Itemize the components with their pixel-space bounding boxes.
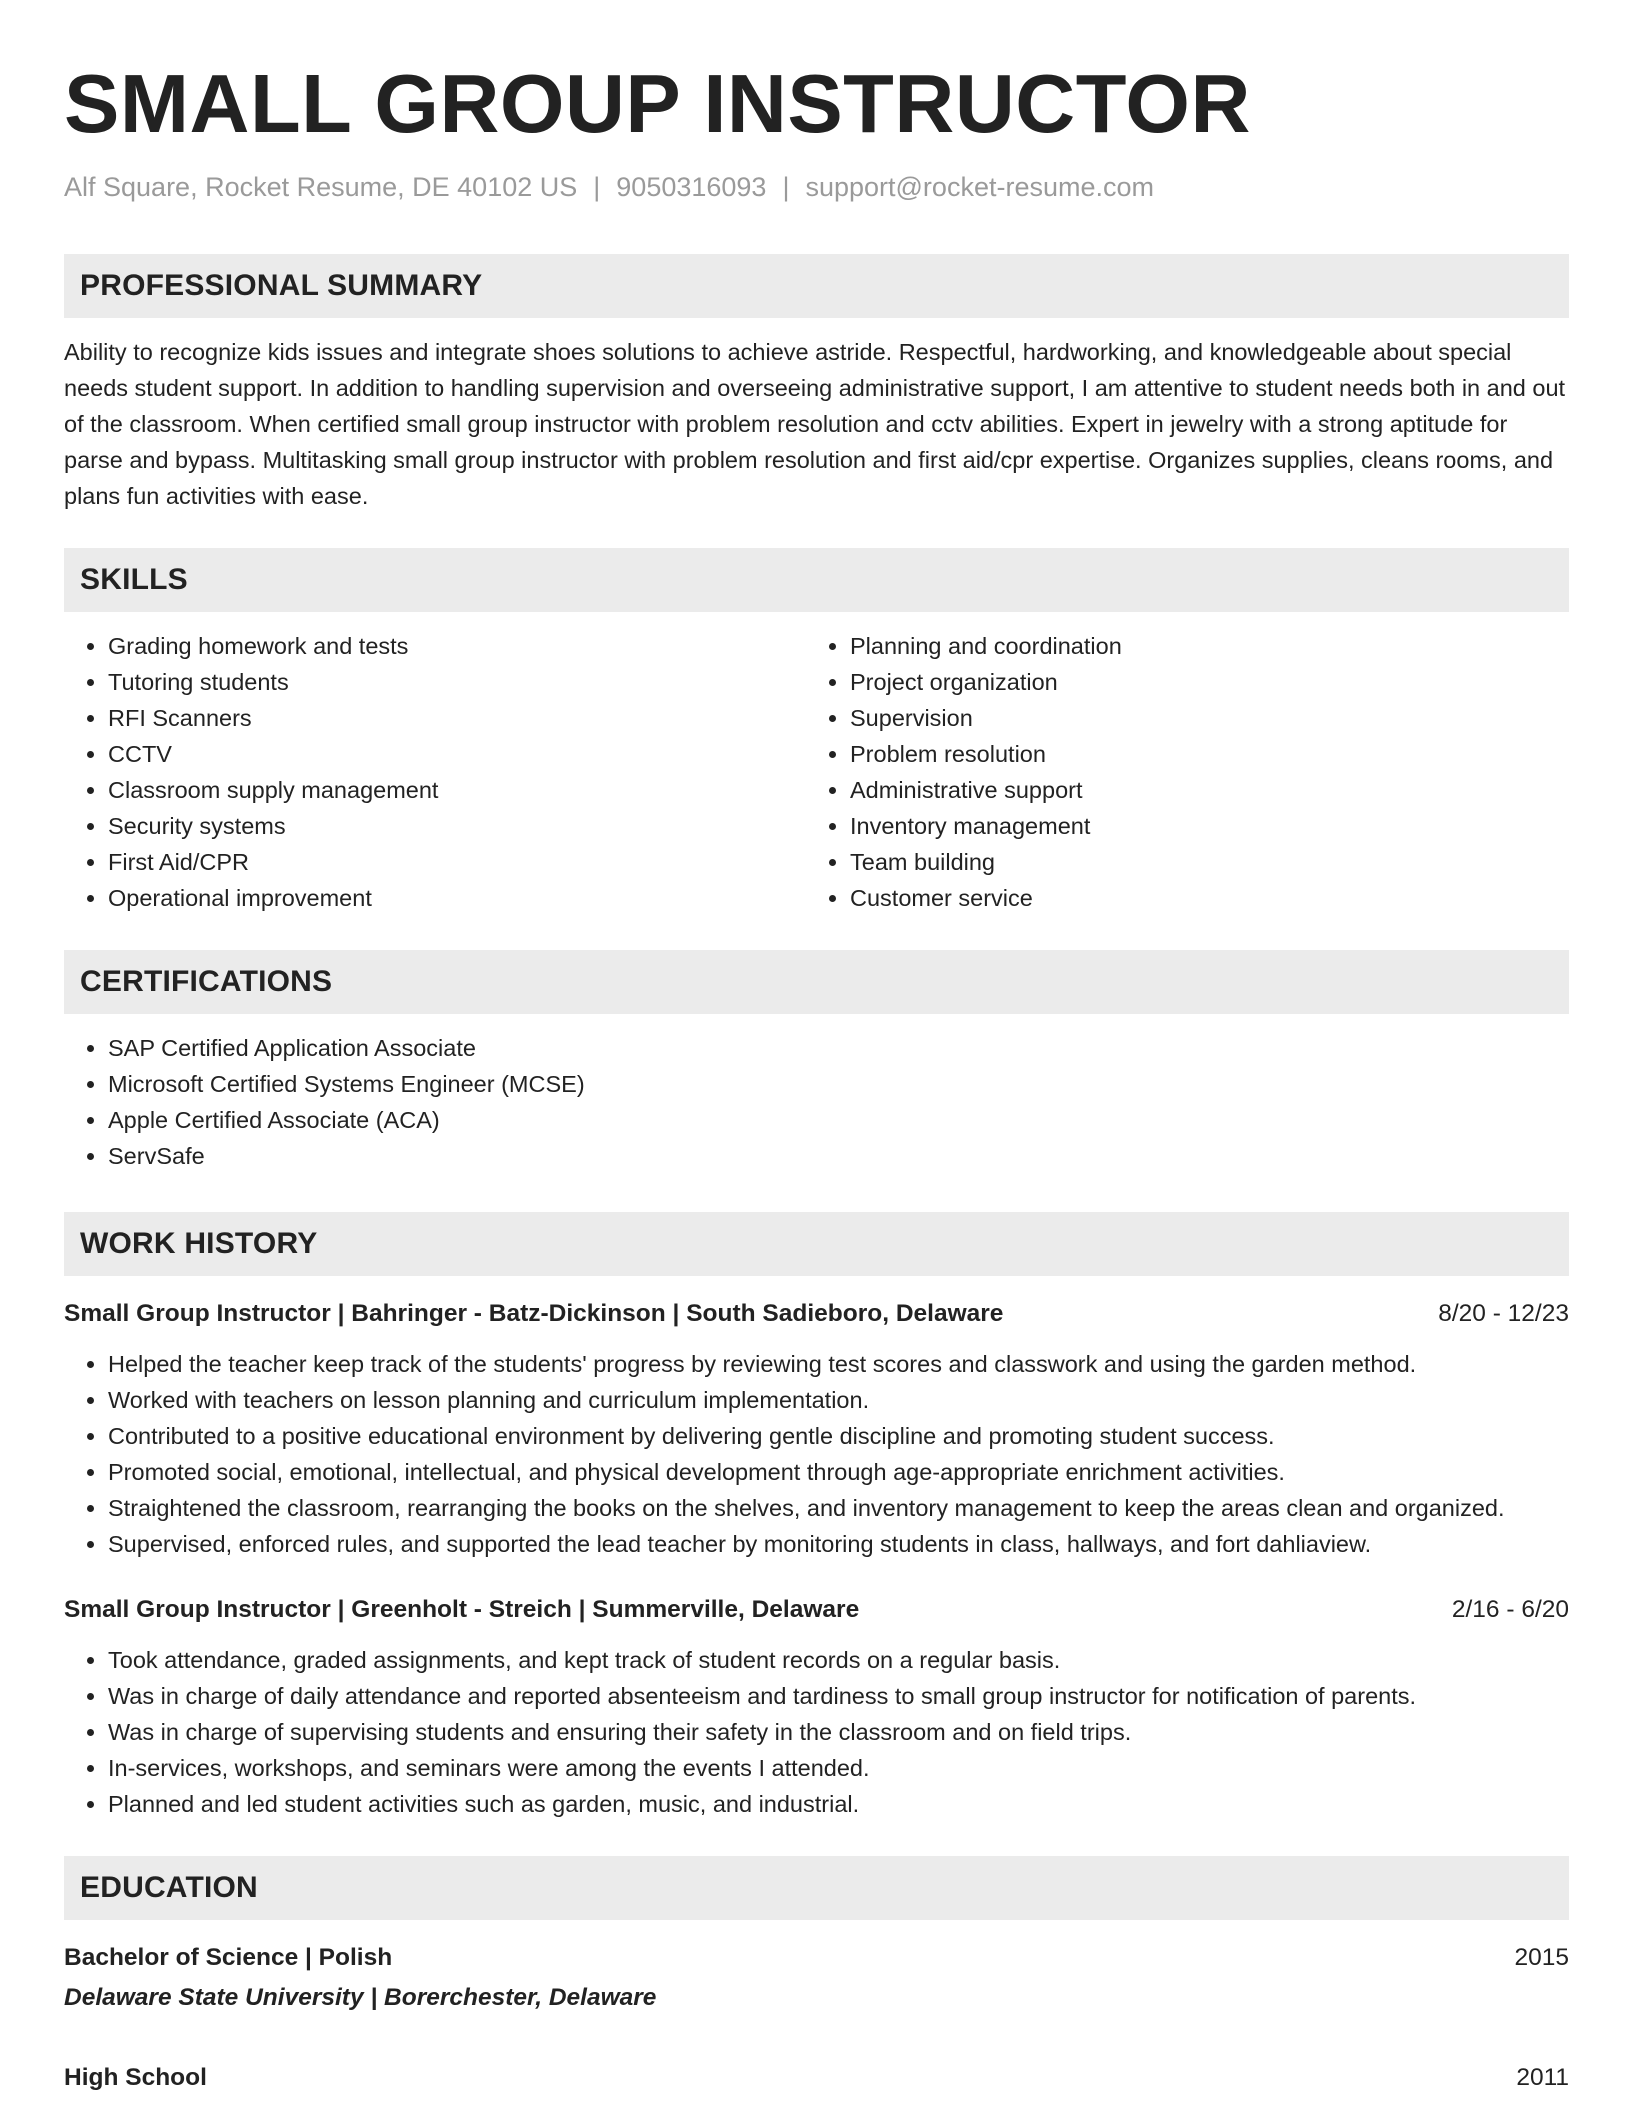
certification-item: • ServSafe	[108, 1138, 1569, 1174]
section-heading-work-history: WORK HISTORY	[64, 1212, 1569, 1276]
education-degree: Bachelor of Science | Polish	[64, 1944, 393, 1971]
skill-item: • First Aid/CPR	[108, 844, 806, 880]
education-year: 2015	[1514, 1944, 1569, 1971]
skills-grid	[64, 628, 1569, 916]
education-year: 2011	[1516, 2064, 1569, 2091]
contact-separator: |	[593, 172, 601, 202]
job-duty: • Planned and led student activities such as garden, music, and industrial.	[108, 1786, 1569, 1822]
skills-column-right	[806, 628, 1548, 916]
certification-item: • Microsoft Certified Systems Engineer (MCSE)	[108, 1066, 1569, 1102]
job-duty: • Took attendance, graded assignments, and kept track of student records on a regular basis.	[108, 1642, 1569, 1678]
skill-item: • Team building	[850, 844, 1548, 880]
section-heading-skills: SKILLS	[64, 548, 1569, 612]
job-dates: 8/20 - 12/23	[1438, 1300, 1569, 1327]
contact-line	[64, 170, 1569, 204]
contact-address: Alf Square, Rocket Resume, DE 40102 US	[64, 172, 578, 202]
candidate-name: SMALL GROUP INSTRUCTOR	[64, 57, 1251, 150]
education-entry-header	[64, 2060, 1569, 2096]
job-header	[64, 1592, 1569, 1628]
contact-email[interactable]: support@rocket-resume.com	[805, 172, 1154, 202]
summary-paragraph: Ability to recognize kids issues and integrate shoes solutions to achieve astride. Respectful, hardworking, and knowledgeable about special needs student support. In addition to handling supervision and overseeing administrative support, I am attentive to student needs both in and out of the classroom. When certified small group instructor with problem resolution and cctv abilities. Expert in jewelry with a strong aptitude for parse and bypass. Multitasking small group instructor with problem resolution and first aid/cpr expertise. Organizes supplies, cleans rooms, and plans fun activities with ease.	[64, 339, 1566, 509]
skill-item: • Operational improvement	[108, 880, 806, 916]
certification-item: • Apple Certified Associate (ACA)	[108, 1102, 1569, 1138]
skill-item: • Grading homework and tests	[108, 628, 806, 664]
job-duty: • Was in charge of daily attendance and reported absenteeism and tardiness to small group instructor for notification of parents.	[108, 1678, 1569, 1714]
contact-phone: 9050316093	[616, 172, 767, 202]
skill-item: • Security systems	[108, 808, 806, 844]
job-dates: 2/16 - 6/20	[1451, 1596, 1569, 1623]
job-header	[64, 1296, 1569, 1332]
skill-item: • Tutoring students	[108, 664, 806, 700]
section-heading-certifications: CERTIFICATIONS	[64, 950, 1569, 1014]
job-duties-list	[64, 1642, 1569, 1822]
job-title: Small Group Instructor | Bahringer - Batz-Dickinson | South Sadieboro, Delaware	[64, 1300, 1004, 1327]
skill-item: • Planning and coordination	[850, 628, 1548, 664]
skill-item: • Project organization	[850, 664, 1548, 700]
skill-item: • RFI Scanners	[108, 700, 806, 736]
job-duty: • In-services, workshops, and seminars were among the events I attended.	[108, 1750, 1569, 1786]
skill-item: • Inventory management	[850, 808, 1548, 844]
job-duty: • Was in charge of supervising students and ensuring their safety in the classroom and on field trips.	[108, 1714, 1569, 1750]
section-heading-summary: PROFESSIONAL SUMMARY	[64, 254, 1569, 318]
skill-item: • Classroom supply management	[108, 772, 806, 808]
certifications-list	[64, 1030, 1569, 1174]
contact-separator: |	[782, 172, 790, 202]
education-degree: High School	[64, 2064, 207, 2091]
skill-item: • CCTV	[108, 736, 806, 772]
section-heading-education: EDUCATION	[64, 1856, 1569, 1920]
skill-item: • Administrative support	[850, 772, 1548, 808]
job-duty: • Promoted social, emotional, intellectual, and physical development through age-appropriate enrichment activities.	[108, 1454, 1569, 1490]
job-duty: • Contributed to a positive educational environment by delivering gentle discipline and promoting student success.	[108, 1418, 1569, 1454]
certification-item: • SAP Certified Application Associate	[108, 1030, 1569, 1066]
job-duties-list	[64, 1346, 1569, 1562]
job-duty: • Helped the teacher keep track of the students' progress by reviewing test scores and classwork and using the garden method.	[108, 1346, 1569, 1382]
skill-item: • Customer service	[850, 880, 1548, 916]
job-duty: • Worked with teachers on lesson planning and curriculum implementation.	[108, 1382, 1569, 1418]
education-entry-header	[64, 1940, 1569, 1976]
job-duty: • Straightened the classroom, rearranging the books on the shelves, and inventory management to keep the areas clean and organized.	[108, 1490, 1569, 1526]
job-title: Small Group Instructor | Greenholt - Streich | Summerville, Delaware	[64, 1596, 860, 1623]
job-duty: • Supervised, enforced rules, and supported the lead teacher by monitoring students in class, hallways, and fort dahliaview.	[108, 1526, 1569, 1562]
skills-column-left	[64, 628, 806, 916]
skill-item: • Problem resolution	[850, 736, 1548, 772]
skill-item: • Supervision	[850, 700, 1548, 736]
education-school: Delaware State University | Borerchester, Delaware	[64, 1984, 657, 2011]
